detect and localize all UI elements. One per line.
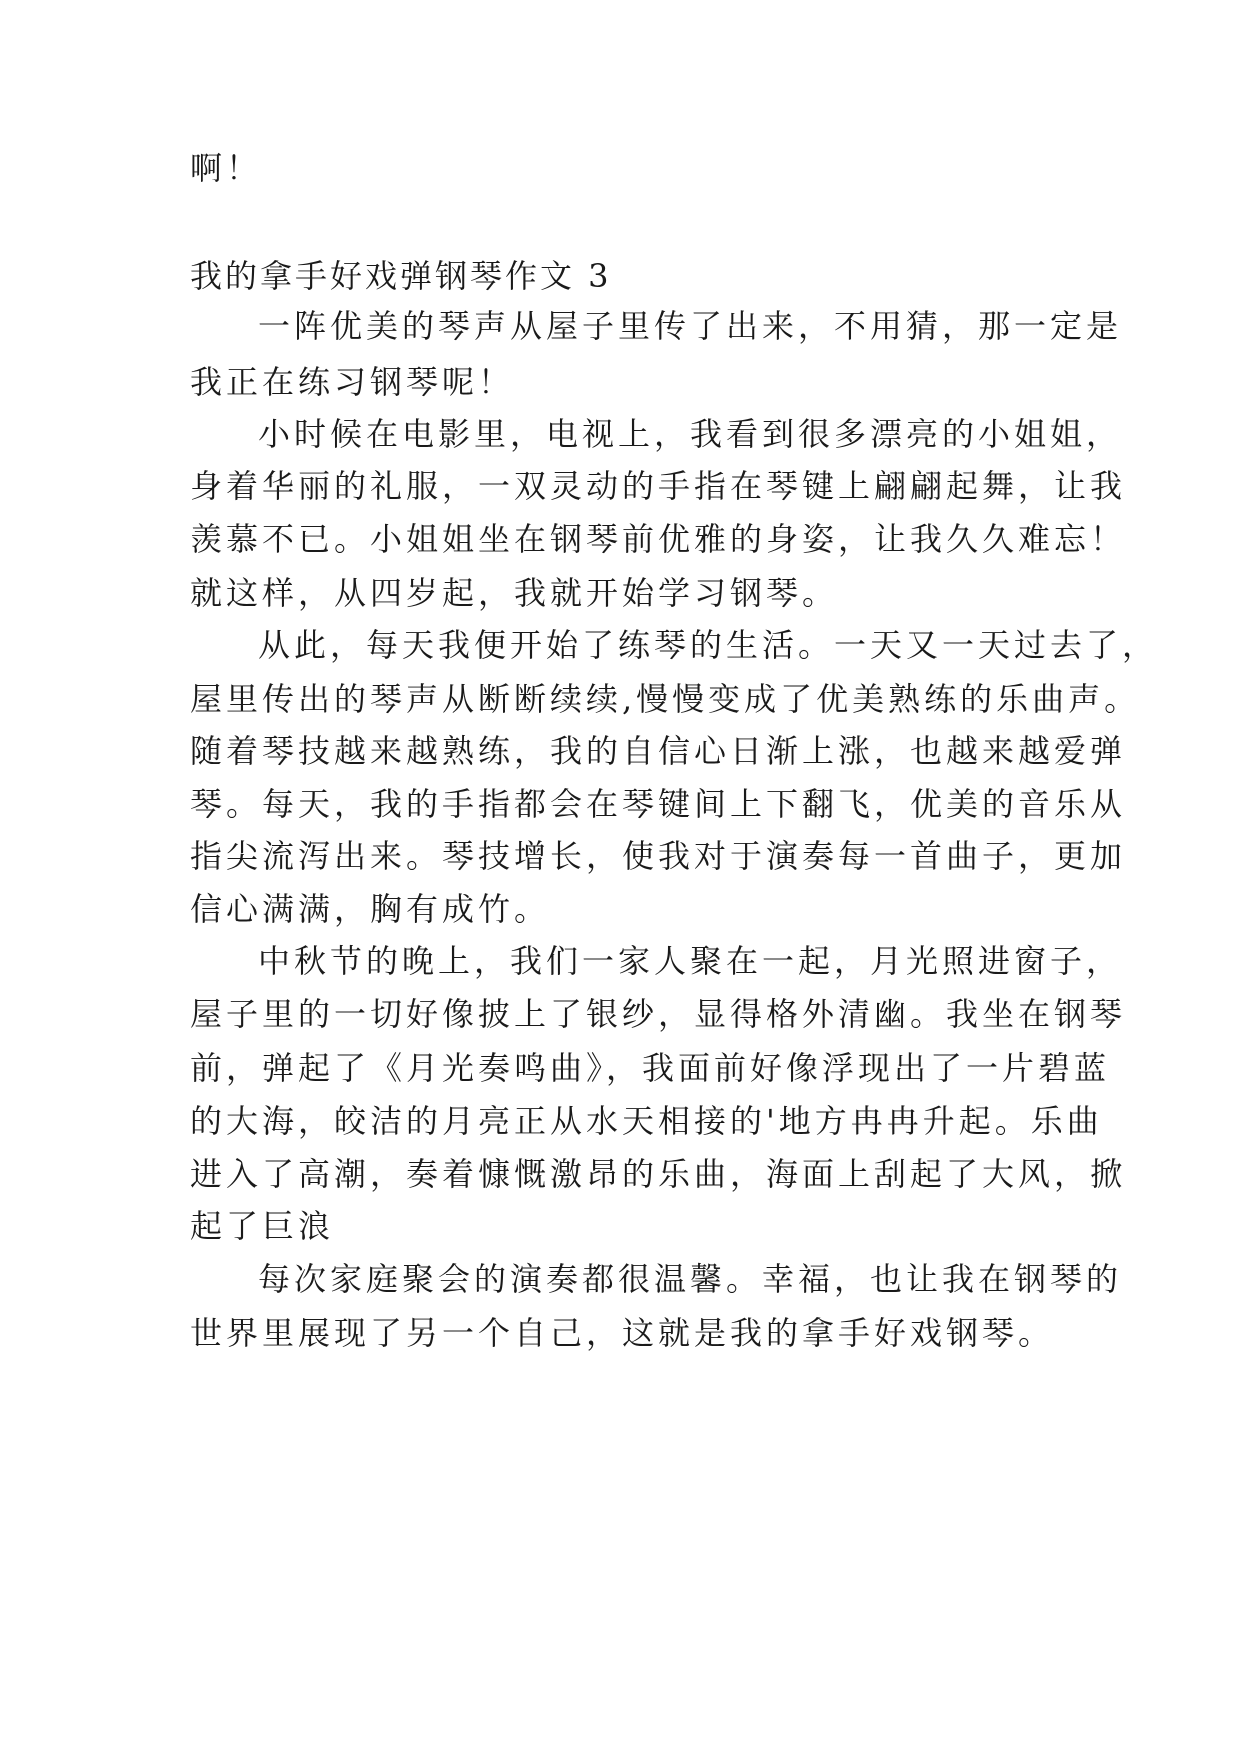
paragraph-line: 前，弹起了《月光奏鸣曲》，我面前好像浮现出了一片碧蓝 [190,1049,1111,1087]
paragraph-line: 从此，每天我便开始了练琴的生活。一天又一天过去了， [258,626,1159,664]
paragraph-line: 一阵优美的琴声从屋子里传了出来，不用猜，那一定是 [258,307,1123,345]
paragraph-line: 小时候在电影里，电视上，我看到很多漂亮的小姐姐， [258,415,1123,453]
paragraph-line: 进入了高潮，奏着慷慨激昂的乐曲，海面上刮起了大风，掀 [190,1155,1127,1193]
paragraph-line: 中秋节的晚上，我们一家人聚在一起，月光照进窗子， [258,942,1123,980]
paragraph-line: 屋子里的一切好像披上了银纱，显得格外清幽。我坐在钢琴 [190,995,1127,1033]
paragraph-line: 指尖流泻出来。琴技增长，使我对于演奏每一首曲子，更加 [190,837,1127,875]
paragraph-line: 随着琴技越来越熟练，我的自信心日渐上涨，也越来越爱弹 [190,732,1127,770]
paragraph-line: 每次家庭聚会的演奏都很温馨。幸福，也让我在钢琴的 [258,1260,1123,1298]
paragraph-line: 羡慕不已。小姐姐坐在钢琴前优雅的身姿，让我久久难忘！ [190,520,1127,558]
paragraph-line: 起了巨浪 [190,1207,335,1245]
paragraph-line: 的大海，皎洁的月亮正从水天相接的'地方冉冉升起。乐曲 [190,1102,1103,1140]
paragraph-line: 就这样，从四岁起，我就开始学习钢琴。 [190,574,839,612]
paragraph-line: 琴。每天，我的手指都会在琴键间上下翻飞，优美的音乐从 [190,785,1127,823]
paragraph-line: 屋里传出的琴声从断断续续,慢慢变成了优美熟练的乐曲声。 [190,680,1141,718]
paragraph-line: 世界里展现了另一个自己，这就是我的拿手好戏钢琴。 [190,1314,1055,1352]
paragraph-line: 我正在练习钢琴呢！ [190,363,515,401]
essay-title: 我的拿手好戏弹钢琴作文 3 [190,257,612,295]
paragraph-line: 身着华丽的礼服，一双灵动的手指在琴键上翩翩起舞，让我 [190,467,1127,505]
paragraph-line: 信心满满，胸有成竹。 [190,890,551,928]
carryover-text: 啊！ [190,149,263,187]
